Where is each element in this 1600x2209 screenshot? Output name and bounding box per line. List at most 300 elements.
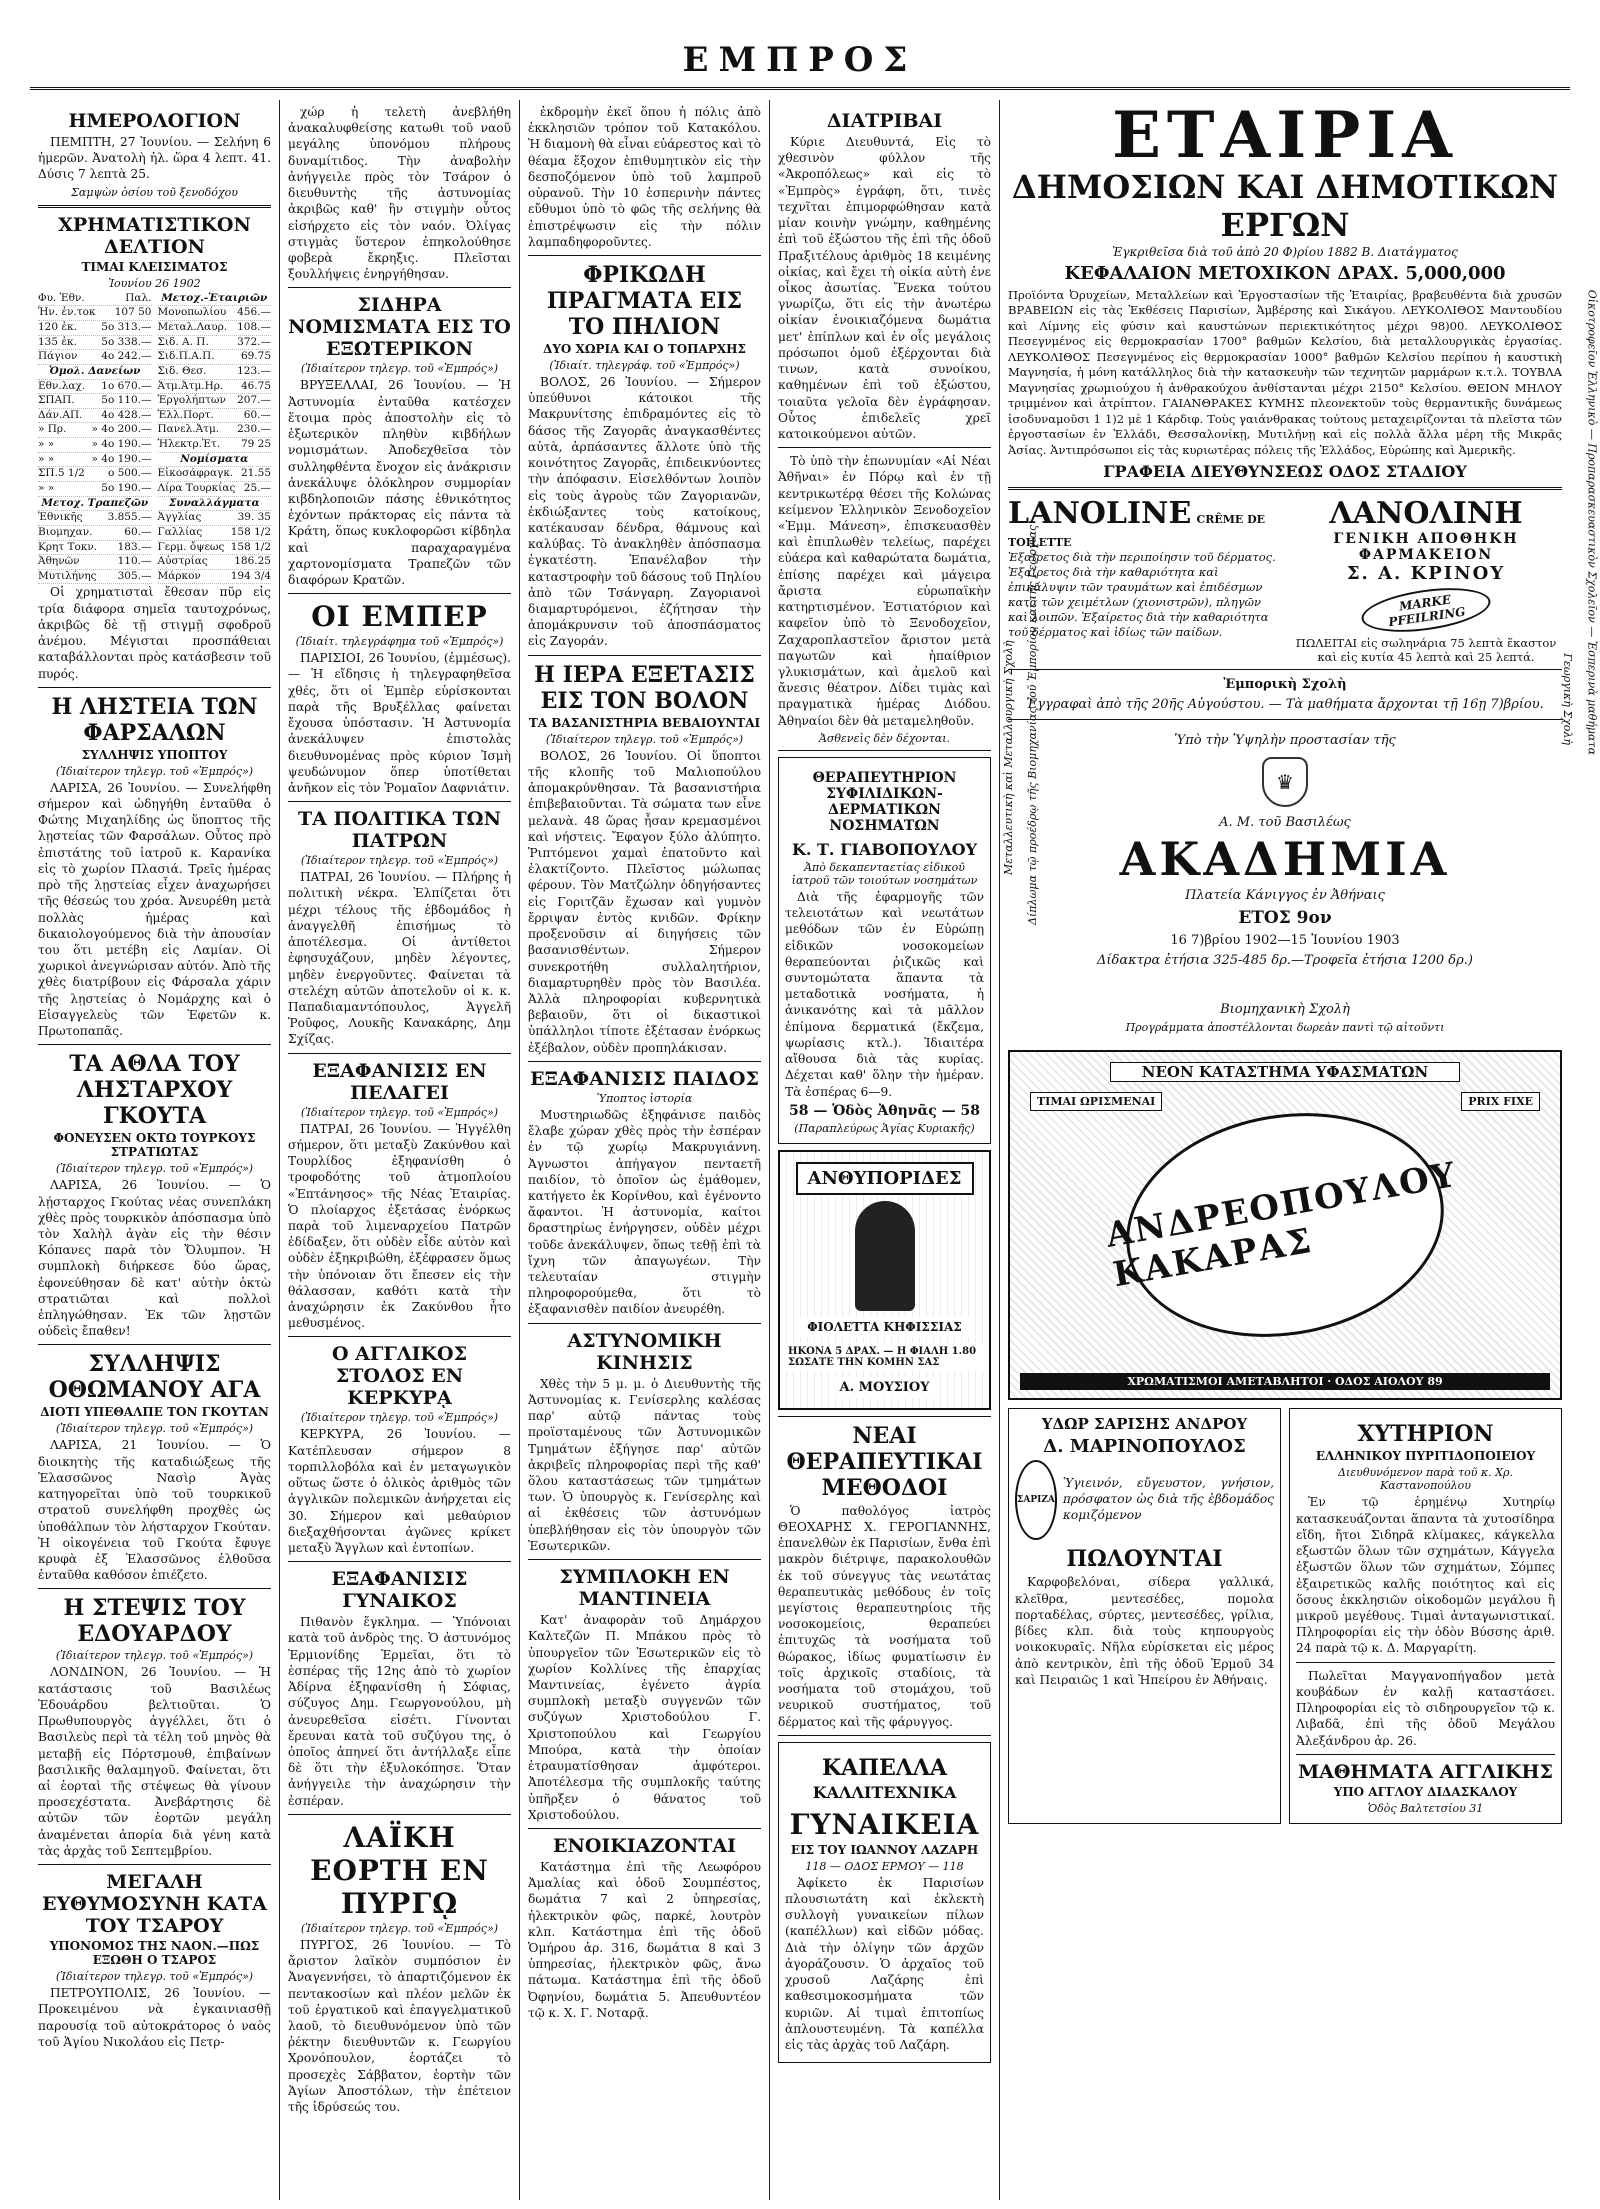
market-label: Σιδ. Θεσ.	[157, 364, 207, 377]
article-title: ΑΣΤΥΝΟΜΙΚΗ ΚΙΝΗΣΙΣ	[567, 1329, 722, 1374]
divider	[38, 1044, 271, 1045]
article-title: ΝΕΑΙ ΘΕΡΑΠΕΥΤΙΚΑΙ ΜΕΘΟΔΟΙ	[786, 1422, 983, 1501]
article-title: Η ΛΗΣΤΕΙΑ ΤΩΝ ΦΑΡΣΑΛΩΝ	[51, 693, 258, 746]
masthead-title: ΕΜΠΡΟΣ	[682, 40, 918, 80]
store-oval-logo: ΑΝΔΡΕΟΠΟΥΛΟΥ ΚΑΚΑΡΑΣ	[1108, 1089, 1461, 1361]
market-label: Νομίσματα	[180, 452, 249, 465]
article-source: (Ἰδιαίτερον τηλεγρ. τοῦ «Ἐμπρός»)	[55, 1970, 254, 1984]
market-value: 69.75	[240, 350, 271, 363]
market-label: Ἀγγλίας	[157, 511, 202, 524]
market-label: Ἀτμ.Ἀτμ.Ηρ.	[157, 379, 224, 392]
market-value: 123.—	[237, 364, 271, 377]
column-2	[280, 100, 520, 2200]
market-value: 158 1/2	[230, 540, 271, 553]
company-ad-title: ΕΤΑΙΡΙΑ	[1112, 98, 1458, 173]
market-value: 158 1/2	[230, 525, 271, 538]
article-title: ΕΞΑΦΑΝΙΣΙΣ ΕΝ ΠΕΛΑΓΕΙ	[312, 1059, 487, 1104]
academy-fees: Δίδακτρα ἐτήσια 325-485 δρ.—Τροφεῖα ἐτήσια 1200 δρ.)	[1097, 952, 1473, 968]
article-text: Κύριε Διευθυντά, Εἰς τὸ χθεσινὸν φύλλον τῆς «Ἀκροπόλεως» καὶ εἰς τὸ «Ἐμπρὸς» ἐγράφη, ὅτι, τινὲς τεχνῖται ἐπιμορφώθησαν κατὰ μίαν κοινὴν γνώμην, καθημένης ἐπὶ τοῦ ἐξώστου τῆς ἐπὶ τῆς ὁδοῦ Πραξιτέλους ἀριθμὸς 18 κειμένης οἰκίας, καὶ ἔχει τὴ οἰκία αὐτὴ ἐνε οἶκος ἀσωτίας. Ἔνεκα τούτου γνωρίζω, ὅτι εἰς τὴν ἀνωτέρω οἰκίαν ἐνοικιαζόμενα δωμάτια μετ' ἐπίπλων καὶ ἐν οἷς μεγάλοις πρόσωποι ὁμοῦ ἐξέρχονται διὰ τινων, κατὰ συνοίκου, καθημένων ἐπὶ τοῦ ἐξώστου, τοιαῦτα γελοῖα δὲν ἐγράφησαν. Οὗτος ἐπιδελεῖς χρεῖ κατοικούμενοι αὐτῶν.	[778, 135, 991, 441]
article-source: (Ἰδιαίτ. τηλεγράφημα τοῦ «Ἐμπρός»)	[295, 635, 504, 649]
divider	[288, 287, 511, 288]
article-text: ΒΟΛΟΣ, 26 Ἰουνίου. Οἱ ὕποπτοι τῆς κλοπῆς τοῦ Μαλιοπούλου ἀπομακρύνθησαν. Τὰ βασανιστήρια ἐπιβεβαιοῦνται. Τὰ σώματα των εἶνε μελανὰ. 48 ὥρας ἦσαν κρεμασμένοι καὶ νήστεις. Ἔφαγον ξύλο ἀλύπητο. Ῥιπτόμενοι χαμαὶ ἐπατοῦντο καὶ ἐλακτίζοντο. Πλεῖστος μώλωπας φέρουν. Τὸν Ματζώλην ὁδηγήσαντες εἰς Γοριτζᾶν ἔχωσαν καὶ γυμνὸν ἔρριψαν ἐντὸς κνιδῶν. Φρίκην προξενοῦσιν αἱ διηγήσεις τῶν βασανισθέντων. Σήμερον συνεκροτήθη συλλαλητήριον, διαμαρτυρηθὲν πρὸς τὸν Βασιλέα. Ἀλλὰ πληροφορίαι κυβερνητικὰ βεβαιοῦν, ὅτι οἱ δικαστικοὶ ὑπάλληλοι τίποτε ἐξέτασαν ἐνόρκως ἐξέβαλον, οὐδὲν προπηλάκισαν.	[528, 748, 761, 1055]
hat-big: ΓΥΝΑΙΚΕΙΑ	[789, 1807, 980, 1841]
lanoline-subtitle: CRÊME DE TOILETTE	[1008, 513, 1266, 550]
market-row	[158, 526, 272, 541]
market-row	[38, 511, 152, 526]
market-value: 5ο 190.—	[101, 481, 152, 494]
market-value: ο 500.—	[107, 467, 152, 480]
market-value: 79 25	[240, 438, 271, 451]
foundry-title: ΧΥΤΗΡΙΟΝ	[1357, 1421, 1494, 1448]
market-label: Εἰκοσάφραγκ.	[157, 467, 234, 480]
article-title: ΛΑΪΚΗ ΕΟΡΤΗ ΕΝ ΠΥΡΓῼ	[310, 1820, 489, 1920]
market-label: Κρητ Τοκν.	[38, 540, 98, 553]
clinic-address: 58 — Ὁδὸς Ἀθηνᾶς — 58	[788, 1102, 980, 1119]
divider	[288, 1814, 511, 1815]
divider	[778, 750, 991, 751]
market-value: 4ο 428.—	[101, 408, 152, 421]
clinic-title: ΘΕΡΑΠΕΥΤΗΡΙΟΝ ΣΥΦΙΛΙΔΙΚΩΝ-ΔΕΡΜΑΤΙΚΩΝ ΝΟΣΗΜΑΤΩΝ	[812, 769, 957, 834]
article-text: ΛΟΝΔΙΝΟΝ, 26 Ἰουνίου. — Ἡ κατάστασις τοῦ Βασιλέως Ἐδουάρδου βελτιοῦται. Ὁ Πρωθυπουργὸς ἀγγέλλει, ὅτι ὁ Βασιλεὺς περὶ τὰ τέλη τοῦ μηνὸς θὰ μεταβῇ εἰς Πόρτσμουθ, ἐπιβαίνων βασιλικῆς θαλαμηγοῦ. Φαίνεται, ὅτι αἱ ἑορταὶ τῆς στέψεως θὰ γίνουν προσεχέστατα. Ἀνεβάρτησις δὲ αὐτῶν τῶν ἑορτῶν μεγάλη ἀναμένεται ἀπορία διὰ γένη κατὰ τὰς ἀρχὰς τοῦ Σεπτεμβρίου.	[38, 1665, 271, 1858]
market-row	[158, 497, 272, 512]
foundry-note: Πωλεῖται Μαγγανοπήγαδον μετὰ κουβάδων ἐν καλῇ καταστάσει. Πληροφορίαι εἰς τὸ σιδηρουργεῖον τῷ κ. Λιβαδᾶ, ἐπὶ τῆς ὁδοῦ Μεγάλου Ἀλεξάνδρου ἀρ. 26.	[1296, 1668, 1555, 1748]
market-row	[158, 555, 272, 570]
article-text: ΠΑΤΡΑΙ, 26 Ἰουνίου. — Πλήρης ἡ πολιτικὴ νέκρα. Ἐλπίζεται ὅτι μέχρι τέλους τῆς ἑβδομάδος ἡ ἀναγγελθῆ ἐπισήμως τὸ ἀποτέλεσμα. Οἱ ἀντίθετοι ἐφησυχάζουν, μηδὲν λέγοντες, μηδὲν ἐνεργοῦντες. Φαίνεται τὰ στελέχη αὐτῶν ἀποτελοῦν οἱ κ. κ. Παπαδιαμαντόπουλος, Ἀγγελῆ Ῥοῦφος, Λουκῆς Κανακάρης, Δημ Σχίζας.	[288, 870, 511, 1047]
article-text: ΚΕΡΚΥΡΑ, 26 Ἰουνίου. — Κατέπλευσαν σήμερον 8 τορπιλλοβόλα καὶ ἐν μεταγωγικὸν οὕτως ὥστε ὁ ὁλικὸς ἀριθμὸς τῶν ἀγγλικῶν πολεμικῶν ἀνήρχεται εἰς 30. Σήμερον καὶ μεθαύριον διεξαχθήσονται ἀγῶνες κρίκετ μεταξὺ Ἄγγλων καὶ ἐντοπίων.	[288, 1427, 511, 1555]
article-text: ΛΑΡΙΣΑ, 26 Ἰουνίου. — Ὁ λῄσταρχος Γκούτας νέας συνεπλάκη χθὲς πρὸς τουρκικὸν ἀπόσπασμα ὑπὸ τὸν Χαλὴλ ἀγὰν εἰς τὴν θέσιν Κόπανες παρὰ τὸν Ὄλυμπον. Ἡ συμπλοκὴ διήρκεσε δύο ὥρας, ἐφονεύθησαν δὲ κατ' αὐτὴν ὀκτὼ στρατιῶται καὶ πολλοὶ ἐπληγώθησαν. Ἐκ τῶν λῃστῶν οὐδεὶς ἔπαθεν!	[38, 1178, 271, 1339]
market-label: Σιδ.Π.Α.Π.	[157, 350, 215, 363]
divider	[38, 205, 271, 208]
company-ad-decree: Ἐγκριθεῖσα διὰ τοῦ ἀπὸ 20 Φ)ρίου 1882 Β. Διατάγματος	[1112, 244, 1458, 259]
article-title: ΕΞΑΦΑΝΙΣΙΣ ΠΑΙΔΟΣ	[530, 1067, 759, 1090]
academy-year: ΕΤΟΣ 9ον	[1238, 907, 1332, 928]
market-label: Γερμ. ὄψεως	[157, 540, 225, 553]
divider	[528, 255, 761, 256]
market-row	[158, 306, 272, 321]
market-row	[38, 380, 152, 395]
market-value: 4ο 242.—	[101, 350, 152, 363]
market-value: 5ο 338.—	[101, 335, 152, 348]
ad-price-text: ΗΚΟΝΑ 5 ΔΡΑΧ. — Η ΦΙΑΛΗ 1.80 ΣΩΣΑΤΕ ΤΗΝ ΚΟΜΗΝ ΣΑΣ	[780, 1343, 989, 1371]
market-label: ΣΠΑΠ.	[38, 394, 75, 407]
divider	[1008, 487, 1562, 490]
market-label: Ἡν. ἐν.τοκ	[38, 306, 96, 319]
market-row	[158, 423, 272, 438]
english-lessons-address: Ὁδὸς Βαλτετσίου 31	[1367, 1801, 1484, 1815]
article-text: Κατ' ἀναφορὰν τοῦ Δημάρχου Καλτεζῶν Π. Μπάκου πρὸς τὸ ὑπουργεῖον τῶν Ἐσωτερικῶν εἰς τὸ χωρίον Κολλίνες τῆς ἐπαρχίας Μαντινείας, ἐγένετο ἀγρία συμπλοκὴ μεταξὺ συγγενῶν τῶν συζύγων Χριστοδούλου Γ. Χριστοπούλου καὶ Γεωργίου Μπούρα, κατὰ τὴν ὁποίαν ἐτραυματίσθησαν ἀμφότεροι. Ἀποτέλεσμα τῆς συμπλοκῆς ταύτης ὑπῆρξεν ὁ θάνατος τοῦ Χριστοδούλου.	[528, 1613, 761, 1822]
ad-note: Ἀσθενεὶς δὲν δέχονται.	[818, 731, 951, 745]
figure-illustration	[855, 1201, 915, 1311]
article-title: ΣΙΔΗΡΑ ΝΟΜΙΣΜΑΤΑ ΕΙΣ ΤΟ ΕΞΩΤΕΡΙΚΟΝ	[288, 294, 511, 361]
divider	[528, 1559, 761, 1560]
market-value: 207.—	[237, 394, 271, 407]
hair-tonic-ad	[778, 1150, 991, 1410]
masthead	[30, 0, 1570, 90]
lanoline-price: ΠΩΛΕΙΤΑΙ εἰς σωληνάρια 75 λεπτὰ ἕκαστον καὶ εἰς κυτία 45 λεπτὰ καὶ 25 λεπτά.	[1295, 636, 1557, 665]
market-label: » »	[38, 452, 55, 465]
article-source: (Ἰδιαίτερον τηλεγρ. τοῦ «Ἐμπρός»)	[55, 764, 254, 778]
market-label: Μετοχ.-Ἑταιριῶν	[161, 291, 268, 304]
market-value: 186.25	[234, 555, 271, 568]
for-sale-title: ΠΩΛΟΥΝΤΑΙ	[1066, 1546, 1223, 1573]
fabric-store-ad	[1008, 1050, 1562, 1400]
market-row	[38, 292, 152, 307]
article-title: ΜΕΓΑΛΗ ΕΥΘΥΜΟΣΥΝΗ ΚΑΤΑ ΤΟΥ ΤΣΑΡΟΥ	[42, 1871, 267, 1938]
article-text: ΠΑΡΙΣΙΟΙ, 26 Ἰουνίου, (ἐμμέσως). — Ἡ εἴδησις ἡ τηλεγραφηθεῖσα χθές, ὅτι οἱ Ἐμπὲρ εὑρίσκονται παρὰ τῆς Βρυξέλλας φαίνεται ἔχουσα ὑπόστασιν. Ἡ Ἀστυνομία ἀνεκάλυψεν ἐπιστολὰς διευθυνομένας πρὸς κύριον Ἰσμὴ ψευδώνυμον ὅπερ ὑποτίθεται ἀνῆκον εἰς τὸν Ῥομαῖον Δαφνιάτιν.	[288, 651, 511, 795]
company-ad-text: Προϊόντα Ὀρυχείων, Μεταλλείων καὶ Ἐργοστασίων τῆς Ἑταιρίας, βραβευθέντα διὰ χρυσῶν ΒΡΑΒΕΙΩΝ εἰς τὰς Ἐκθέσεις Παρισίων, Ἀμβέρσης καὶ Σικάγου. ΛΕΥΚΟΛΙΘΟΣ Μαντουδίου καὶ Λίμνης εἰς φύσιν καὶ καυστώνων περιεκτικότητος μέχρι 98)00. ΛΕΥΚΟΛΙΘΟΣ Πεσεγνμένος εἰς θερμοκρασίαν 1700° βαθμῶν Κελσίου, διὰ μεταλλουργικὰς ἐργασίας. ΛΕΥΚΟΛΙΘΟΣ Πεσεγνμένος εἰς θερμοκρασίαν 1000° βαθμῶν Κελσίου περίπου ἡ καυστικὴ Μαγνησία, ἡ μόνη κατάλληλος διὰ τὴν κατασκευὴν τῶν τεχνητῶν μαρμάρων κ.τ.λ. ΤΟΥΒΛΑ Μαγνησίας χρωμιούχου ἡ ἀνθρακούχου ἀνθίστανται μέχρι 2150° Κελσίου. ΘΕΙΟΝ ΜΗΛΟΥ τριμμένον καὶ ἀτρίπτον. ΓΑΙΑΝΘΡΑΚΕΣ ΚΥΜΗΣ πλεονεκτοῦν τοὺς θερμαντικῆς δυνάμεως ἰσοδυναμοῦσι 1 1)2 μὲ 1 Κάρδιφ. Τοὺς γαιάνθρακας τούτους μεταχειρίζονται τὰ πλεῖστα τῶν ἐργοστασίων ἐν Ἑλλάδι, Θεσσαλονίκῃ, Μυτιλήνῃ καὶ εἰς πολλὰ ἄλλα μέρη τῆς Μικρᾶς Ἀσίας. Ἀντιπρόσωποι εἰς τὰς κυριωτέρας πόλεις τῆς Ἑλλάδος, Εὐρώπης καὶ Ἀμερικῆς.	[1008, 287, 1562, 457]
article-title: Ο ΑΓΓΛΙΚΟΣ ΣΤΟΛΟΣ ΕΝ ΚΕΡΚΥΡᾼ	[331, 1343, 467, 1410]
market-row	[38, 570, 152, 585]
article-title: ΦΡΙΚΩΔΗ ΠΡΑΓΜΑΤΑ ΕΙΣ ΤΟ ΠΗΛΙΟΝ	[546, 261, 743, 340]
market-label: Μετοχ. Τραπεζῶν	[41, 496, 149, 509]
academy-dates: 16 7)βρίου 1902—15 Ἰουνίου 1903	[1170, 933, 1400, 949]
divider	[288, 1053, 511, 1054]
article-title: ΣΥΜΠΛΟΚΗ ΕΝ ΜΑΝΤΙΝΕΙΑ	[559, 1566, 730, 1611]
article-title: ΤΑ ΠΟΛΙΤΙΚΑ ΤΩΝ ΠΑΤΡΩΝ	[298, 808, 501, 853]
newspaper-page	[30, 0, 1598, 2209]
article-subtitle: ΔΥΟ ΧΩΡΙΑ ΚΑΙ Ο ΤΟΠΑΡΧΗΣ	[543, 341, 746, 356]
fixed-price-tag: ΤΙΜΑΙ ΩΡΙΣΜΕΝΑΙ	[1030, 1092, 1162, 1111]
market-value: 5ο 313.—	[101, 320, 152, 333]
hat-subtitle: ΚΑΛΛΙΤΕΧΝΙΚΑ	[812, 1782, 957, 1802]
market-label: ΣΠ.5 1/2	[38, 467, 85, 480]
article-text: ΛΑΡΙΣΑ, 21 Ἰουνίου. — Ὁ διοικητὴς τῆς καταδιώξεως τῆς Ἐλασσῶνος Νασὶρ Ἀγὰς κατηγορεῖται ὑπὸ τοῦ τουρκικοῦ στρατοῦ συνελήφθη προχθὲς ὡς ὑποθάλπων τὸν λήσταρχον Γκούταν. Ἡ οἰκογένεια τοῦ Γκούτα ἔφυγε κρυφὰ ἐξ Ἐλασσῶνος ἐλθοῦσα ἐνταῦθα καθόσον ἐπιέζετο.	[38, 1438, 271, 1583]
lanoline-depot: ΓΕΝΙΚΗ ΑΠΟΘΗΚΗ	[1333, 531, 1519, 548]
divider	[778, 1416, 991, 1417]
store-footer: ΧΡΩΜΑΤΙΣΜΟΙ ΑΜΕΤΑΒΛΗΤΟΙ · ΟΔΟΣ ΑΙΟΛΟΥ 89	[1020, 1373, 1550, 1390]
article-source: (Ἰδιαίτερον τηλεγρ. τοῦ «Ἐμπρός»)	[55, 1422, 254, 1436]
store-banner: ΝΕΟΝ ΚΑΤΑΣΤΗΜΑ ΥΦΑΣΜΑΤΩΝ	[1110, 1062, 1460, 1082]
market-row	[38, 423, 152, 438]
article-title: ΤΑ ΑΘΛΑ ΤΟΥ ΛΗΣΤΑΡΧΟΥ ΓΚΟΥΤΑ	[69, 1051, 240, 1130]
article-text: Χθὲς τὴν 5 μ. μ. ὁ Διευθυντὴς τῆς Ἀστυνομίας κ. Γενίσερλης καλέσας παρ' αὐτῷ πάντας τοὺς προϊσταμένους τῶν Ἀστυνομικῶν Τμημάτων ἐξήγησε παρ' αὐτῶν ἀκριβεῖς πληροφορίας περὶ τῆς καθ' ὅλου καταστάσεως τῶν τμημάτων των. Ὁ ὑπουργὸς κ. Γενίσερλης καὶ αἱ ἐκθέσεις τῶν ἀστυνόμων ὑπεβλήθησαν εἰς τὸν ὑπουργὸν τῶν Ἐσωτερικῶν.	[528, 1376, 761, 1553]
water-ad	[1008, 1408, 1281, 1823]
market-value: 46.75	[240, 379, 271, 392]
academy-place: Πλατεία Κάνιγγος ἐν Ἀθήναις	[1185, 888, 1385, 904]
market-date: Ἰουνίου 26 1902	[108, 276, 201, 290]
company-ad-office: ΓΡΑΦΕΙΑ ΔΙΕΥΘΥΝΣΕΩΣ ΟΔΟΣ ΣΤΑΔΙΟΥ	[1103, 462, 1467, 482]
market-row	[158, 336, 272, 351]
market-row	[38, 350, 152, 365]
lanoline-owner: Σ. Α. ΚΡΙΝΟΥ	[1346, 563, 1506, 585]
lanoline-ad	[1008, 496, 1562, 664]
academy-vertical-left-2: Δίπλωμα τῷ προέδρῳ τῆς Βιομηχανίας τοῦ Ἐμπορίου καὶ τῆς Γεωργίας	[1026, 525, 1039, 926]
clinic-subtitle: Ἀπὸ δεκαπενταετίας εἰδικοῦ ἰατροῦ τῶν τοιούτων νοσημάτων	[791, 860, 978, 887]
article-title: Η ΣΤΕΨΙΣ ΤΟΥ ΕΔΟΥΑΡΔΟΥ	[63, 1595, 246, 1648]
market-row	[38, 336, 152, 351]
industrial-school-title: Βιομηχανικὴ Σχολὴ	[1220, 1002, 1350, 1018]
article-source: (Ἰδιαίτερον τηλεγρ. τοῦ «Ἐμπρός»)	[300, 854, 499, 868]
market-label: Μονοπωλίου	[157, 306, 227, 319]
divider	[778, 447, 991, 448]
article-continuation: χώρ ἡ τελετὴ ἀνεβλήθη ἀνακαλυφθείσης κατωθι τοῦ ναοῦ μεγάλης ὑπονόμου πλήρους δυναμίτιδος. Τὴν ἀναβολὴν ἀνήγγειλε πρὸς τὸν Τσάρον ὁ διευθυντὴς τῆς ἀστυνομίας ἀκριβῶς καθ' ἣν στιγμὴν οὗτος εἰσήρχετο εἰς τὸν ναόν. Ὀλίγας στιγμὰς ὕστερον ἐπηκολούθησε φοβερὰ ἔκρηξις. Πλεῖσται ξουλλήψεις ἐνηργήθησαν.	[288, 105, 511, 282]
divider	[528, 655, 761, 656]
article-text: Μυστηριωδῶς ἐξηφάνισε παιδὸς ἔλαβε χώραν χθὲς πρὸς τὴν ἑσπέραν ἐν τῷ χωρίῳ Μακρυγιάννη. Ἀγνωστοι ἀπήγαγον πενταετῆ παιδίον, τὸ ὁποῖον ὡς ἐμάθομεν, κατήγετο ἐκ Κορίνθου, καὶ ἐγένοντο ἄφαντοι. Ἡ ἀστυνομία, καίτοι δραστηρίως ἐνήργησεν, οὐδὲν μέχρι τοῦδε ἀνεκάλυψεν, ὅπως τεθῇ ἐπὶ τὰ ἴχνη τῶν ἀπαγωγέων. Τὴν τελευταίαν στιγμὴν πληροφορούμεθα, ὅτι τὸ ἐξαφανισθὲν παιδίον ἀνευρέθη.	[528, 1107, 761, 1317]
classified-title: ΕΝΟΙΚΙΑΖΟΝΤΑΙ	[553, 1834, 736, 1857]
market-row	[158, 570, 272, 585]
market-label: Ἐθνικῆς	[38, 511, 83, 524]
market-row	[38, 555, 152, 570]
article-subtitle: Ὑποπτος ἱστορία	[596, 1091, 693, 1105]
divider	[528, 1828, 761, 1829]
hat-ad	[778, 1742, 991, 2063]
divider	[288, 593, 511, 594]
article-subtitle: ΤΑ ΒΑΣΑΝΙΣΤΗΡΙΑ ΒΕΒΑΙΟΥΝΤΑΙ	[528, 715, 761, 730]
market-row	[38, 467, 152, 482]
article-subtitle: ΔΙΟΤΙ ΥΠΕΘΑΛΠΕ ΤΟΝ ΓΚΟΥΤΑΝ	[40, 1405, 269, 1420]
market-row	[158, 511, 272, 526]
market-value: Παλ.	[125, 291, 152, 304]
market-label: 120 ἐκ.	[38, 320, 77, 333]
market-row	[38, 453, 152, 468]
hat-title: ΚΑΠΕΛΛΑ	[822, 1754, 947, 1781]
article-subtitle: ΥΠΟΝΟΜΟΣ ΤΗΣ ΝΑΟΝ.—ΠΩΣ ΕΞΩΘΗ Ο ΤΣΑΡΟΣ	[49, 1939, 260, 1968]
article-source: (Ἰδιαίτερον τηλεγρ. τοῦ «Ἐμπρός»)	[545, 732, 744, 746]
academy-patron: Ὑπὸ τὴν Ὑψηλὴν προστασίαν τῆς	[1174, 733, 1396, 749]
divider	[288, 1336, 511, 1337]
market-table	[38, 292, 271, 585]
market-subtitle: ΤΙΜΑΙ ΚΛΕΙΣΙΜΑΤΟΣ	[81, 259, 228, 274]
market-title: ΧΡΗΜΑΤΙΣΤΙΚΟΝ ΔΕΛΤΙΟΝ	[58, 213, 251, 258]
market-label: Φυ. Ἐθν.	[38, 291, 85, 304]
market-value: 456.—	[237, 306, 271, 319]
market-note: Οἱ χρηματισταὶ ἔθεσαν πῦρ εἰς τρία διάφορα σημεῖα ταυτοχρόνως, ἀκριβῶς δὲ τῇ στιγμῇ σφοδροῦ ἀνέμου. Μέγισται προσπάθειαι καταβάλλονται πρὸς κατάσβεσιν τοῦ πυρός.	[38, 585, 271, 681]
market-label: Βιομηχαν.	[38, 525, 93, 538]
divider	[38, 1864, 271, 1865]
market-value: 60.—	[243, 408, 271, 421]
market-row	[38, 541, 152, 556]
ad-header: ΑΝΘΥΠΟΡΙΔΕΣ	[796, 1162, 974, 1195]
prix-fixe-tag: PRIX FIXE	[1461, 1092, 1540, 1111]
english-lessons-subtitle: ΥΠΟ ΑΓΓΛΟΥ ΔΙΔΑΣΚΑΛΟΥ	[1333, 1784, 1518, 1799]
divider	[1008, 719, 1562, 720]
market-label: Συναλλάγματα	[168, 496, 260, 509]
water-ad-text: Ὑγιεινόν, εὔγευστον, γνήσιον, πρόσφατον ὡς διὰ τῆς ἑβδομάδος κομιζόμενον	[1062, 1475, 1274, 1523]
divider	[1296, 1662, 1555, 1663]
market-label: » »	[38, 481, 55, 494]
market-label: Δάν.ΑΠ.	[38, 408, 83, 421]
royal-crest-icon: ♛	[1262, 757, 1308, 807]
market-row	[158, 321, 272, 336]
article-title: ΟΙ ΕΜΠΕΡ	[311, 600, 488, 634]
foundry-text: Ἐν τῷ ἐρημένῳ Χυτηρίῳ κατασκευάζονται ἅπαντα τὰ χυτοσίδηρα εἴδη, ἤτοι Σιδηρᾶ κλίμακες, κάγκελλα εξωστῶν ὅλων τῶν σχημάτων, Κάγγελα ἐξωστῶν ὅλων τῶν σχημάτων, Σόμπες ἐξαιρετικῶς καλῆς ποιότητος καὶ εἰς ὅσους ἐκκλησιῶν οἰκοδομῶν μεγάλου ἢ μικροῦ μεγέθους. Τιμαὶ ἀνταγωνιστικαί. Πληροφορίαι εἰς τὴν ὁδὸν Βύσσης ἀριθ. 24 παρὰ τῷ κ. Δ. Μαργαρίτη.	[1296, 1495, 1555, 1656]
market-row	[38, 365, 152, 380]
market-left-list	[38, 292, 152, 585]
market-label: » Πρ.	[38, 423, 67, 436]
market-row	[158, 350, 272, 365]
article-subtitle: ΣΥΛΛΗΨΙΣ ΥΠΟΠΤΟΥ	[81, 747, 228, 762]
clinic-doctor: Κ. Τ. ΓΙΑΒΟΠΟΥΛΟΥ	[791, 839, 978, 859]
almanac-text: ΠΕΜΠΤΗ, 27 Ἰουνίου. — Σελήνη 6 ἡμερῶν. Ἀνατολὴ ἡλ. ὥρα 4 λεπτ. 41. Δύσις 7 λεπτὰ 25.	[38, 135, 271, 182]
market-row	[158, 380, 272, 395]
article-source: (Ἰδιαίτερον τηλεγρ. τοῦ «Ἐμπρός»)	[300, 1411, 499, 1425]
market-value: 372.—	[237, 335, 271, 348]
almanac-saint: Σαμψὼν ὁσίου τοῦ ξενοδόχου	[71, 185, 238, 199]
market-label: Μυτιλήνης	[38, 569, 97, 582]
article-source: (Ἰδιαίτερον τηλεγρ. τοῦ «Ἐμπρός»)	[300, 1921, 499, 1935]
market-row	[38, 321, 152, 336]
market-row	[158, 482, 272, 497]
market-label: Αὐστρίας	[157, 555, 208, 568]
foundry-director: Διευθυνόμενον παρὰ τοῦ κ. Χρ. Καστανοπούλου	[1338, 1466, 1513, 1493]
foundry-ad	[1289, 1408, 1562, 1823]
market-row	[38, 438, 152, 453]
lanoline-left	[1008, 496, 1280, 664]
divider	[1008, 669, 1562, 670]
article-title: ΕΞΑΦΑΝΙΣΙΣ ΓΥΝΑΙΚΟΣ	[331, 1568, 468, 1613]
article-source: (Ἰδιαίτερον τηλεγρ. τοῦ «Ἐμπρός»)	[300, 1105, 499, 1119]
market-value: 25.—	[243, 481, 271, 494]
article-source: (Ἰδιαίτ. τηλεγράφ. τοῦ «Ἐμπρός»)	[549, 358, 740, 372]
article-title: Η ΙΕΡΑ ΕΞΕΤΑΣΙΣ ΕΙΣ ΤΟΝ ΒΟΛΟΝ	[534, 661, 755, 714]
market-row	[38, 497, 152, 512]
article-subtitle: ΦΟΝΕΥΣΕΝ ΟΚΤΩ ΤΟΥΡΚΟΥΣ ΣΤΡΑΤΙΩΤΑΣ	[53, 1131, 256, 1160]
market-value: 194 3/4	[230, 569, 271, 582]
academy-title: ΑΚΑΔΗΜΙΑ	[1119, 832, 1451, 887]
hat-shop: ΕΙΣ ΤΟΥ ΙΩΑΝΝΟΥ ΛΑΖΑΡΗ	[790, 1842, 979, 1857]
commerce-school-title: Ἐμπορικὴ Σχολὴ	[1223, 677, 1347, 693]
divider	[1296, 1754, 1555, 1755]
market-value: 305.—	[117, 569, 152, 582]
market-label: Ἀθηνῶν	[38, 555, 80, 568]
academy-majesty: Α. Μ. τοῦ Βασιλέως	[1219, 814, 1351, 830]
divider	[778, 1735, 991, 1736]
market-row	[158, 292, 272, 307]
market-value: 5ο 110.—	[101, 394, 152, 407]
market-row	[158, 453, 272, 468]
classified-text: Κατάστημα ἐπὶ τῆς Λεωφόρου Ἀμαλίας καὶ ὁδοῦ Σουμπέστος, δωμάτια 7 καὶ 2 ὑπηρεσίας, ἠλεκτρικὸν φῶς, παρκέ, λουτρὸν κλπ. Κατάστημα ἐπὶ τῆς ὁδοῦ Ὁμήρου ἀρ. 316, δωμάτια 8 καὶ 3 ὑπηρεσίας, ἠλεκτρικὸν φῶς, ἄνω πάτωμα. Κατάστημα ἐπὶ τῆς ὁδοῦ Ὀφηνίου, δωμάτια 5. Ἀπευθυντέον τῷ κ. Χ. Γ. Νοταρᾷ.	[528, 1859, 761, 2020]
ad-side-text: ΦΙΟΛΕΤΤΑ ΚΗΦΙΣΣΙΑΣ	[799, 1317, 970, 1337]
article-text: Πιθανὸν ἔγκλημα. — Ὑπόνοιαι κατὰ τοῦ ἀνδρὸς της. Ὁ ἀστυνόμος Ἐρμιονίδης Ἐρμεῖαι, ὅτι τὸ ἑσπέρας τῆς 12ης ἀπὸ τὸ χωρίον Ἀδίρνα ἐξηφανίσθη ἡ Σόφιας, σύζυγος Δημ. Γεωργονούλου, μὴ ἀνευρεθεῖσα εἰσέτι. Γίνονται ἔρευναι κατὰ τοῦ συζύγου της, ὁ ὁποῖος ἀπηνεί ὅτι ἀντήλλαξε εἶπε δὲ ὅτι τὴν ἐξυλοκόπησε. Ὅταν ἀνήγγειλε τὴν ἀναχώρησιν τὴν ἐσπέραν.	[288, 1615, 511, 1808]
hat-text: Ἀφίκετο ἐκ Παρισίων πλουσιωτάτη καὶ ἐκλεκτὴ συλλογὴ γυναικείων πίλων (καπέλλων) καὶ εἰδῶν μόδας. Διὰ τὴν ὁλίγην τῶν ἀρχῶν ἀγοράζουσιν. Ὁ ἀρχαῖος τοῦ χρυσοῦ Λαζάρης ἐπὶ καθεσιμοκοσμήματα τῶν κυριῶν. Αἱ τιμαὶ ἐπιτοπίως ἀπλουστευμένη. Τὰ καπέλλα εἰς τὰς ἀρχὰς τοῦ Λαζάρη.	[785, 1875, 984, 2052]
water-bottle-logo: ΣΑΡΙΖΑ	[1015, 1460, 1057, 1540]
market-value: » 4ο 190.—	[91, 452, 152, 465]
market-value: 21.55	[240, 467, 271, 480]
hat-address: 118 — ΟΔΟΣ ΕΡΜΟΥ — 118	[805, 1859, 964, 1873]
article-continuation: ἐκδρομὴν ἐκεῖ ὅπου ἡ πόλις ἀπὸ ἐκκλησιῶν τρόπον τοῦ Κατακόλου. Ἡ διαμονὴ θὰ εἶναι εὐάρεστος καὶ τὸ θέαμα ἔξοχον ἐπιθυμητικὸν εἰς τὴν δεσποζόμενον ὑπὸ τοῦ λαμπροῦ οὐρανοῦ. Τὴν 10 ἑσπερινὴν πάντες εὔθυμοι ὑπὸ τὸ φῶς τῆς σελήνης θὰ ἐπιστρέψωσιν εἰς τὴν πόλιν λαμπαδηφοροῦντες.	[528, 105, 761, 249]
article-text: ΒΟΛΟΣ, 26 Ἰουνίου. — Σήμερον ὑπεύθυνοι κάτοικοι τῆς Μακρυνίτσης ἐπιδραμόντες εἰς τὸ δάσος τῆς Ζαγορᾶς ἀναγκασθέντες αὐτὰ, ἀρπάσαντες ἄλλοτε ὑπὸ τῆς κοινότητος Ζαγορᾶς, ἐπιδεικνύοντες τὴν ἀπόφασιν. Εἰσελθόντων λοιπὸν εἰς τοὺς ἀγροὺς τῶν Ζαγοριανῶν, ἐκδιώξαντες τοὺς κατοίκους, κατέκαυσαν δένδρα, θάμνους καὶ καλύβας. Τὸ ἀνακληθὲν ἀπόσπασμα ἐγκατέστη. Ἐπανέλαβον τὴν καταστροφὴν τοῦ δάσους τοῦ Πηλίου ἀπὸ τῶν Τσάνγαρη. Ζαγοριανοὶ διαμαρτυρόμενοι, ἐζήτησαν τὴν ἀπομάκρυνσιν τοῦ ἀποσπάσματος εἰς Ζαγοράν.	[528, 374, 761, 649]
market-row	[158, 365, 272, 380]
market-row	[158, 438, 272, 453]
article-text: Ὁ παθολόγος ἰατρὸς ΘΕΟΧΑΡΗΣ Χ. ΓΕΡΟΓΙΑΝΝΗΣ, ἐπανελθὼν ἐκ Παρισίων, ἔνθα ἐπὶ μακρὸν διέτριψε, παρακολουθῶν ἐκ τοῦ σύνεγγυς τὰς νεωτάτας θεραπευτικὰς μεθόδους ἐν τοῖς μεγίστοις θεραπευτηρίοις τῆς νοσοκομείοις, θεραπεύει ἐπιτυχῶς τὰ νοσήματα τοῦ θώρακος, ἰδίως φυματίωσιν ἐν τοῖς ἀρχικοῖς σταδίοις, τὰ νοσήματα τοῦ στομάχου, τοῦ νευρικοῦ συστήματος, τοῦ δέρματος καὶ τῆς φάρυγγος.	[778, 1503, 991, 1729]
market-label: Ἑλλ.Πορτ.	[157, 408, 214, 421]
market-value: 108.—	[237, 320, 271, 333]
market-label: Εθν.λαχ.	[38, 379, 86, 392]
foundry-subtitle: ΕΛΛΗΝΙΚΟΥ ΠΥΡΙΤΙΔΟΠΟΙΕΙΟΥ	[1315, 1449, 1536, 1464]
lanoline-pharmacy: ΦΑΡΜΑΚΕΙΟΝ	[1358, 547, 1494, 564]
market-label: Σιδ. Α. Π.	[157, 335, 209, 348]
water-ad-name: Δ. ΜΑΡΙΝΟΠΟΥΛΟΣ	[1043, 1436, 1246, 1458]
article-source: (Ἰδιαίτερον τηλεγρ. τοῦ «Ἐμπρός»)	[55, 1649, 254, 1663]
lanoline-right	[1290, 496, 1562, 664]
column-5	[1000, 98, 1598, 2200]
column-1	[30, 100, 280, 2200]
divider	[528, 1323, 761, 1324]
article-text: ΒΡΥΞΕΛΛΑΙ, 26 Ἰουνίου. — Ἡ Ἀστυνομία ἐνταῦθα κατέσχεν ἕτοιμα πρὸς ἀποστολὴν εἰς τὸ ἐξωτερικὸν πληθὺν κιβδήλων νομισμάτων. Ἀποδεχθεῖσα τὸν συλληφθέντα ἔνοχον εἰς ἀνάκρισιν ἀνεκάλυψε ὁλόκληρον συμμορίαν κιβδηλοποιῶν πάσης ἐθνικότητος ἐχόντων πράκτορας εἰς πάντα τὰ Κράτη, ὅπως κυκλοφορῶσι κίβδηλα καὶ παραχαραγμένα χαρτονομίσματα Τραπεζῶν τῶν διαφόρων Κρατῶν.	[288, 378, 511, 588]
article-title: ΣΥΛΛΗΨΙΣ ΟΘΩΜΑΝΟΥ ΑΓΑ	[48, 1351, 261, 1404]
column-4	[770, 100, 1000, 2200]
market-row	[38, 409, 152, 424]
market-label: Πάγιον	[38, 350, 78, 363]
divider	[38, 1344, 271, 1345]
market-label: Λίρα Τουρκίας	[157, 481, 236, 494]
water-ad-title: ΥΔΩΡ ΣΑΡΙΣΗΣ ΑΝΔΡΟΥ	[1041, 1415, 1248, 1434]
clinic-ad	[778, 757, 991, 1144]
commerce-school-text: Ἐγγραφαὶ ἀπὸ τῆς 20ῆς Αὐγούστου. — Τὰ μαθήματα ἄρχονται τῇ 16ῃ 7)βρίου.	[1026, 696, 1544, 712]
market-right-list	[158, 292, 272, 585]
company-ad-capital: ΚΕΦΑΛΑΙΟΝ ΜΕΤΟΧΙΚΟΝ ΔΡΑΧ. 5,000,000	[1064, 262, 1506, 284]
bottom-ads	[1008, 1408, 1562, 1823]
lanoline-greek: ΛΑΝΟΛΙΝΗ	[1329, 496, 1523, 532]
market-label: Ὁμολ. Δανείων	[49, 364, 141, 377]
divider	[288, 801, 511, 802]
for-sale-text: Καρφοβελόναι, σίδερα γαλλικά, κλεῖθρα, μεντεσέδες, πομολα πορταδέλας, σύρτες, μεντεσέδες, γρίλια, βίδες κλπ. διὰ τοὺς κηπουργοὺς νοικοκυραῖς. Νῆλα εὑρίσκεται εἰς μέρος ἀπὸ κεντρικὸν, ἐπὶ τῆς ὁδοῦ Ἑρμοῦ 34 καὶ Πειραιῶς 1 καὶ Ἠπείρου ἐν Ἀθήναις.	[1015, 1575, 1274, 1687]
market-value: 107 50	[114, 306, 152, 319]
market-row	[38, 394, 152, 409]
market-row	[158, 409, 272, 424]
lanoline-brand: LANOLINE	[1008, 496, 1192, 532]
market-label: Πανελ.Ἀτμ.	[157, 423, 220, 436]
article-text: ΠΑΤΡΑΙ, 26 Ἰουνίου. — Ἠγγέλθη σήμερον, ὅτι μεταξὺ Ζακύνθου καὶ Τουρλίδος ἐξηφανίσθη ὁ τροφοδότης τοῦ ἀτμοπλοίου «Ἑπτάνησος» τῆς Νέας Ἑταιρίας. Ὁ πλοίαρχος ἐξετάσας ἐνόρκως παρὰ τοῦ λιμεναρχείου Πατρῶν ἐδίδαξεν, ὅτι οὐδὲν εἶδε αὐτὸν καὶ οὐδὲν ἐξηκριβώθη, ἐξέφρασεν ὅμως τὴν ὑπόνοιαν ὅτι ἔπεσεν εἰς τὴν θάλασσαν, καθότι κατὰ τὴν ἀναχώρησιν ἐκ Ζακύνθου ἦτο μεθυσμένος.	[288, 1121, 511, 1331]
market-label: Μάρκον	[157, 569, 201, 582]
market-value: 1ο 670.—	[101, 379, 152, 392]
market-label: Ἠλεκτρ.Ἐτ.	[157, 438, 221, 451]
market-row	[38, 306, 152, 321]
column-3	[520, 100, 770, 2200]
lanoline-text: Ἐξαίρετος διὰ τὴν περιποίησιν τοῦ δέρματος. Ἐξαίρετος διὰ τὴν καθαριότητα καὶ ἐπικάλυψιν τῶν τραυμάτων καὶ ἐπιδέσμων κατὰ τῶν χειμέτλων (χιονιστρῶν), πληγῶν καὶ λοιπῶν. Ἐξαίρετος διὰ τὴν καθαριότητα τοῦ δέρματος καὶ ἰδίως τῶν παίδων.	[1008, 550, 1276, 640]
market-value: » 4ο 190.—	[91, 438, 152, 451]
almanac-title: ΗΜΕΡΟΛΟΓΙΟΝ	[68, 110, 241, 132]
article-text: ΠΥΡΓΟΣ, 26 Ἰουνίου. — Τὸ ἄριστον λαϊκὸν συμπόσιον ἐν Ἀναγεννήσει, τὸ ἀπαρτιζόμενον ἐκ πεντακοσίων καὶ πλέον μελῶν ἐκ τοῦ ἐργατικοῦ καὶ ἐπαγγελματικοῦ λαοῦ, τὸ διευθυνόμενον ὑπὸ τῶν ῥέκτην διευθυντῶν κ. Γεωργίου Χρονόπουλον, ἑορτάζει τὸ προσεχὲς Σάββατον, ἑορτὴν τῶν Ἁγίων Ἀποστόλων, τὴν ἐπέτειον τῆς ἱδρύσεώς του.	[288, 1937, 511, 2115]
market-value: 110.—	[117, 555, 152, 568]
article-source: (Ἰδιαίτερον τηλεγρ. τοῦ «Ἐμπρός»)	[300, 362, 499, 376]
ad-text: Τὸ ὑπὸ τὴν ἐπωνυμίαν «Αἱ Νέαι Ἀθῆναι» ἐν Πόρῳ καὶ ἐν τῇ κεντρικωτέρᾳ θέσει τῆς Κολώνας κείμενον Ἑλληνικὸν Ξενοδοχεῖον «Ἐμμ. Μάνεση», ἐπισκευασθὲν καὶ ἐπιπλωθὲν τελείως, παρέχει εὐάερα καὶ καθαρώτατα δωμάτια, ἐπίσης παρέχει καὶ μάγειρα ἄριστα εὐρωπαϊκὴν κατηρτισμένον. Ἑστιατόριον καὶ καφεῖον ὑπὸ τὸ Ξενοδοχεῖον, Ζαχαροπλαστεῖον ἄριστον μετὰ παγωτῶν καὶ ἡπαίθριον γλυκισμάτων, καὶ ἀμελοῦ καὶ ἄνεσις θέατρον. Δίδει τιμὰς καὶ πραγματικὰ ἡμέρας Διόδου. Ἀθηναίοι δὲν θὰ μεταμεληθοῦν.	[778, 454, 991, 728]
market-row	[38, 526, 152, 541]
market-value: 39. 35	[237, 511, 271, 524]
market-row	[158, 467, 272, 482]
english-lessons-title: ΜΑΘΗΜΑΤΑ ΑΓΓΛΙΚΗΣ	[1298, 1760, 1553, 1783]
market-value: 183.—	[117, 540, 152, 553]
market-row	[158, 541, 272, 556]
market-value: 230.—	[237, 423, 271, 436]
market-row	[38, 482, 152, 497]
ad-maker: Α. ΜΟΥΣΙΟΥ	[831, 1377, 937, 1398]
market-value: » 4ο 200.—	[91, 423, 152, 436]
company-ad	[1008, 98, 1562, 482]
company-ad-subtitle: ΔΗΜΟΣΙΩΝ ΚΑΙ ΔΗΜΟΤΙΚΩΝ ΕΡΓΩΝ	[1011, 168, 1559, 245]
article-title: ΔΙΑΤΡΙΒΑΙ	[826, 110, 943, 132]
divider	[38, 1588, 271, 1589]
market-row	[158, 394, 272, 409]
market-label: » »	[38, 438, 55, 451]
divider	[288, 1561, 511, 1562]
market-label: Γαλλίας	[157, 525, 203, 538]
market-value: 3.855.—	[107, 511, 152, 524]
article-source: (Ἰδιαίτερον τηλεγρ. τοῦ «Ἐμπρός»)	[55, 1162, 254, 1176]
article-text: ΛΑΡΙΣΑ, 26 Ἰουνίου. — Συνελήφθη σήμερον καὶ ὡδηγήθη ἐνταῦθα ὁ Φώτης Μιχαηλίδης ὡς ὕποπτος τῆς λῃστείας τῶν Φαρσάλων. Οὗτος πρὸ ἐπιστάτης τοῦ ἰατροῦ κ. Καρανίκα εἰς τὸ χωρίον Πλασιά. Τρεῖς ἡμέρας πρὸ τῆς λῃστείας εἶχεν ἀναχωρήσει τῆς θέσεώς του χρόα. Ἀνευρέθη μετὰ πολλὰς ἡμέρας καὶ δικαιολογούμενος διὰ τὴν ἀπουσίαν του ὅτι μετέβη εἰς Λαμίαν. Οἱ χωρικοὶ ἀνεγνώρισαν αὐτόν. Ἀπὸ τῆς χθὲς διατρίβουν εἰς Φάρσαλα χάριν τῆς λῃστείας ὁ Νομάρχης καὶ ὁ Εἰσαγγελεὺς τῶν Ἐφετῶν κ. Πρωτοπαπᾶς.	[38, 780, 272, 1039]
clinic-near: (Παραπλεύρως Ἁγίας Κυριακῆς)	[794, 1121, 975, 1135]
clinic-text: Διὰ τῆς ἐφαρμογῆς τῶν τελειοτάτων καὶ νεωτάτων μεθόδων τῶν ἐν Εὐρώπῃ εἰδικῶν νοσοκομείων θεραπεύονται ῥιζικῶς καὶ συντομώτατα ἅπαντα τὰ μεταδοτικὰ νοσήματα, ἡ ἀνικανότης καὶ τὰ μᾶλλον ἐπίμονα δερματικά (ἔκζεμα, ψωρίασις κτλ.). Ἰδιαιτέρα αἴθουσα διὰ τὰς κυρίας. Δέχεται καθ' ὅλην τὴν ἡμέραν. Τὰ ἑσπέρας 6—9.	[785, 889, 984, 1099]
market-label: 135 ἐκ.	[38, 335, 77, 348]
arrow-ring-logo: MARKE PFEILRING	[1359, 582, 1493, 640]
market-label: Μεταλ.Λαυρ.	[157, 320, 228, 333]
academy-vertical-right: Γεωργικὴ Σχολὴ	[1561, 653, 1574, 746]
divider	[38, 687, 271, 688]
academy-vertical-left: Μεταλλευτικὴ καὶ Μεταλλουργικὴ Σχολὴ	[1002, 640, 1015, 876]
market-value: 60.—	[124, 525, 152, 538]
academy-vertical-right-2: Οἰκοτροφεῖον Ἑλληνικὸ — Προπαρασκευαστικὸν Σχολεῖον — Ἑσπερινὰ μαθήματα	[1585, 290, 1598, 756]
columns	[30, 98, 1598, 2200]
